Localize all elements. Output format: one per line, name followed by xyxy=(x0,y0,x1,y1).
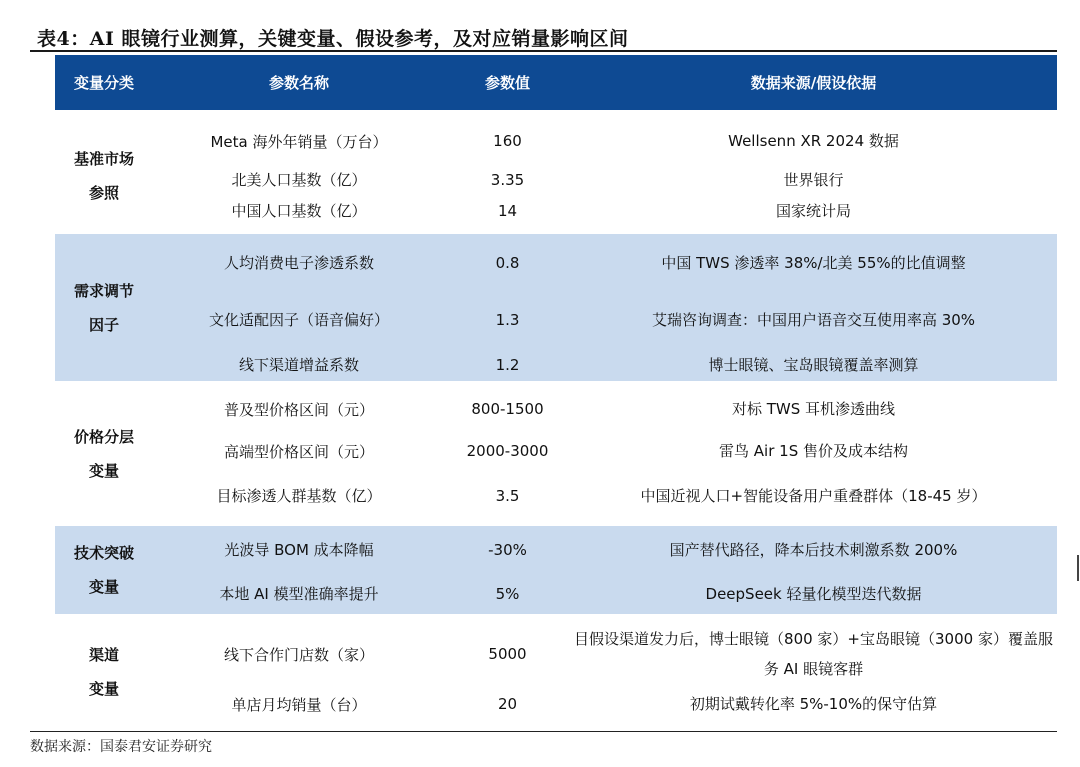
group-separator xyxy=(55,381,1057,389)
param-source: 初期试戴转化率 5%-10%的保守估算 xyxy=(689,695,938,713)
param-value: 3.35 xyxy=(490,170,525,189)
param-name: 线下合作门店数（家） xyxy=(223,645,374,664)
param-source: Wellsenn XR 2024 数据 xyxy=(728,132,899,150)
table-row xyxy=(55,473,1057,518)
param-value: 2000-3000 xyxy=(466,442,549,460)
param-source: 艾瑞咨询调查：中国用户语音交互使用率高 30% xyxy=(570,291,1057,348)
table-header-row xyxy=(55,55,1057,110)
page-edge-mark xyxy=(1077,555,1079,581)
param-value: 3.5 xyxy=(495,486,520,505)
table-row xyxy=(55,234,1057,291)
param-source: DeepSeek 轻量化模型迭代数据 xyxy=(570,573,1057,614)
param-source: 中国 TWS 渗透率 38%/北美 55%的比值调整 xyxy=(570,234,1057,291)
param-value: 20 xyxy=(497,695,518,713)
param-name: 光波导 BOM 成本降幅 xyxy=(153,526,445,573)
param-name: 普及型价格区间（元） xyxy=(223,400,374,419)
header-source: 数据来源/假设依据 xyxy=(750,74,877,92)
param-name: 高端型价格区间（元） xyxy=(223,442,374,461)
param-name: 目标渗透人群基数（亿） xyxy=(216,487,382,505)
param-value: 5000 xyxy=(488,645,527,663)
table-row xyxy=(55,164,1057,195)
table-row xyxy=(55,195,1057,226)
table-row xyxy=(55,348,1057,381)
category-cell: 需求调节 因子 xyxy=(55,234,153,381)
table-title: 表4：AI 眼镜行业测算，关键变量、假设参考，及对应销量影响区间 xyxy=(37,28,629,50)
param-source: 中国近视人口+智能设备用户重叠群体（18-45 岁） xyxy=(640,486,987,505)
category-cell: 价格分层 变量 xyxy=(73,427,134,480)
param-name: 线下渠道增益系数 xyxy=(153,348,445,381)
category-cell: 技术突破 变量 xyxy=(55,526,153,614)
estimate-table xyxy=(55,55,1057,722)
param-source: 雷鸟 Air 1S 售价及成本结构 xyxy=(719,442,908,460)
header-category: 变量分类 xyxy=(73,74,134,92)
param-source: 国产替代路径，降本后技术刺激系数 200% xyxy=(570,526,1057,573)
category-cell: 基准市场 参照 xyxy=(73,150,134,202)
param-value: 5% xyxy=(445,573,570,614)
param-source: 世界银行 xyxy=(783,170,844,189)
spacer-row xyxy=(55,110,1057,118)
table-row xyxy=(55,686,1057,722)
table-row xyxy=(55,429,1057,473)
param-value: 800-1500 xyxy=(471,400,544,418)
param-source: 博士眼镜、宝岛眼镜覆盖率测算 xyxy=(570,348,1057,381)
param-value: 0.8 xyxy=(445,234,570,291)
param-value: 1.3 xyxy=(445,291,570,348)
header-parameter: 参数名称 xyxy=(268,74,329,92)
table-row xyxy=(55,291,1057,348)
param-name: Meta 海外年销量（万台） xyxy=(210,132,388,151)
param-value: 1.2 xyxy=(445,348,570,381)
param-name: 单店月均销量（台） xyxy=(231,695,367,714)
table-row xyxy=(55,118,1057,164)
group-separator xyxy=(55,226,1057,234)
category-cell: 渠道 变量 xyxy=(88,646,119,698)
param-name: 本地 AI 模型准确率提升 xyxy=(153,573,445,614)
param-name: 北美人口基数（亿） xyxy=(231,171,367,189)
param-source: 国家统计局 xyxy=(775,201,851,220)
title-divider xyxy=(30,50,1057,52)
table-row xyxy=(55,526,1057,573)
param-name: 文化适配因子（语音偏好） xyxy=(153,291,445,348)
param-value: 160 xyxy=(493,132,522,150)
table-bottom-rule xyxy=(30,731,1057,732)
table-row xyxy=(55,389,1057,429)
param-value: 14 xyxy=(497,201,518,220)
param-source: 目假设渠道发力后，博士眼镜（800 家）+宝岛眼镜（3000 家）覆盖服务 AI 眼镜客群 xyxy=(574,630,1053,678)
table-row xyxy=(55,573,1057,614)
source-note: 数据来源：国泰君安证券研究 xyxy=(30,739,212,755)
table-row xyxy=(55,622,1057,686)
group-separator xyxy=(55,518,1057,526)
param-name: 中国人口基数（亿） xyxy=(231,202,367,220)
param-source: 对标 TWS 耳机渗透曲线 xyxy=(731,400,896,418)
group-separator xyxy=(55,614,1057,622)
header-value: 参数值 xyxy=(484,74,530,92)
param-value: -30% xyxy=(445,526,570,573)
param-name: 人均消费电子渗透系数 xyxy=(153,234,445,291)
